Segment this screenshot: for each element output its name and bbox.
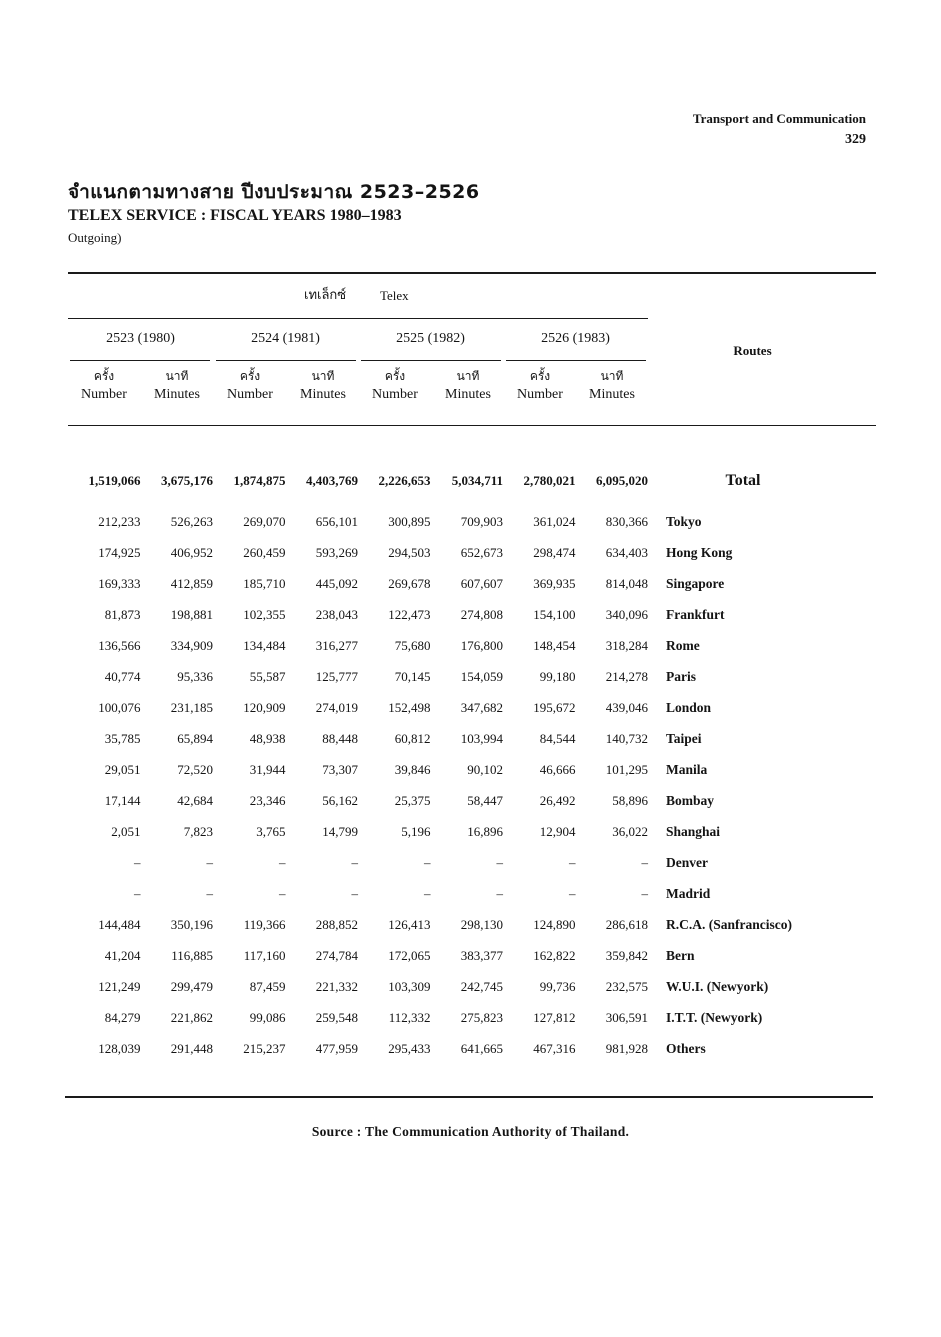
table-cell: – bbox=[641, 885, 648, 901]
table-cell: 40,774 bbox=[104, 668, 141, 684]
table-cell: – bbox=[496, 854, 503, 870]
table-cell: 369,935 bbox=[533, 575, 576, 591]
table-cell: 318,284 bbox=[605, 637, 648, 653]
table-cell: 185,710 bbox=[243, 575, 286, 591]
table-row bbox=[68, 506, 838, 537]
table-cell: 445,092 bbox=[315, 575, 358, 591]
column-header bbox=[214, 368, 286, 406]
table-cell: 361,024 bbox=[533, 513, 576, 529]
table-cell: 340,096 bbox=[605, 606, 648, 622]
table-cell: 58,447 bbox=[467, 792, 503, 808]
route-name: Taipei bbox=[666, 730, 702, 746]
table-cell: 269,070 bbox=[243, 513, 286, 529]
year-header-1983: 2526 (1983) bbox=[541, 331, 610, 346]
year-underline-1982 bbox=[361, 360, 501, 361]
table-cell: 814,048 bbox=[605, 575, 648, 591]
table-cell: – bbox=[279, 885, 286, 901]
table-cell: 215,237 bbox=[243, 1040, 286, 1056]
route-name: Frankfurt bbox=[666, 606, 725, 622]
column-header bbox=[287, 368, 359, 406]
table-cell: 232,575 bbox=[605, 978, 648, 994]
table-row bbox=[68, 661, 838, 692]
table-cell: 5,196 bbox=[401, 823, 431, 839]
table-cell: 274,784 bbox=[315, 947, 358, 963]
column-header-rule bbox=[68, 425, 876, 426]
table-cell: 526,263 bbox=[170, 513, 213, 529]
route-name: Denver bbox=[666, 854, 708, 870]
table-cell: 87,459 bbox=[249, 978, 286, 994]
table-cell: 334,909 bbox=[170, 637, 213, 653]
service-label-thai: เทเล็กซ์ bbox=[304, 288, 347, 303]
column-header-thai: ครั้ง bbox=[384, 369, 406, 383]
table-cell: 981,928 bbox=[605, 1040, 648, 1056]
table-cell: 172,065 bbox=[388, 947, 431, 963]
table-cell: 477,959 bbox=[315, 1040, 358, 1056]
route-name: I.T.T. (Newyork) bbox=[666, 1009, 763, 1025]
table-cell: 84,544 bbox=[539, 730, 576, 746]
table-cell: 295,433 bbox=[388, 1040, 431, 1056]
table-cell: 294,503 bbox=[388, 544, 431, 560]
column-header-thai: นาที bbox=[165, 369, 189, 383]
table-cell: – bbox=[351, 854, 358, 870]
table-cell: 36,022 bbox=[612, 823, 648, 839]
table-cell: 174,925 bbox=[98, 544, 141, 560]
table-cell: 126,413 bbox=[388, 916, 431, 932]
table-cell: 1,519,066 bbox=[88, 473, 141, 488]
table-cell: 2,051 bbox=[111, 823, 141, 839]
table-cell: 55,587 bbox=[249, 668, 286, 684]
route-name: Manila bbox=[666, 761, 708, 777]
table-cell: 259,548 bbox=[315, 1009, 358, 1025]
table-cell: 306,591 bbox=[605, 1009, 648, 1025]
table-cell: 112,332 bbox=[388, 1009, 431, 1025]
table-cell: 195,672 bbox=[533, 699, 576, 715]
route-name: Singapore bbox=[666, 575, 725, 591]
table-cell: 116,885 bbox=[171, 947, 213, 963]
route-name: Others bbox=[666, 1040, 706, 1056]
route-name: Paris bbox=[666, 668, 696, 684]
table-cell: 3,765 bbox=[256, 823, 286, 839]
title-english: TELEX SERVICE : FISCAL YEARS 1980–1983 bbox=[68, 207, 402, 224]
route-name: London bbox=[666, 699, 712, 715]
table-cell: 3,675,176 bbox=[161, 473, 213, 488]
table-row bbox=[68, 847, 838, 878]
column-header bbox=[576, 368, 648, 406]
table-cell: 58,896 bbox=[612, 792, 648, 808]
table-cell: 117,160 bbox=[243, 947, 286, 963]
table-cell: 46,666 bbox=[539, 761, 576, 777]
column-header-thai: ครั้ง bbox=[239, 369, 261, 383]
table-cell: – bbox=[569, 854, 576, 870]
table-cell: – bbox=[569, 885, 576, 901]
table-row bbox=[68, 1002, 838, 1033]
table-cell: 439,046 bbox=[605, 699, 648, 715]
table-cell: 7,823 bbox=[183, 823, 213, 839]
table-cell: – bbox=[424, 854, 431, 870]
table-cell: 169,333 bbox=[98, 575, 141, 591]
table-row bbox=[68, 940, 838, 971]
table-cell: 39,846 bbox=[394, 761, 431, 777]
route-name: Bern bbox=[666, 947, 695, 963]
column-header-english: Minutes bbox=[589, 387, 635, 402]
table-cell: 154,059 bbox=[460, 668, 503, 684]
table-cell: – bbox=[279, 854, 286, 870]
route-name: R.C.A. (Sanfrancisco) bbox=[666, 916, 792, 932]
table-cell: – bbox=[206, 885, 213, 901]
table-cell: 291,448 bbox=[170, 1040, 213, 1056]
table-row bbox=[68, 537, 838, 568]
column-header-thai: ครั้ง bbox=[93, 369, 115, 383]
year-header-1981: 2524 (1981) bbox=[251, 331, 320, 346]
table-row bbox=[68, 599, 838, 630]
table-bottom-rule bbox=[65, 1096, 873, 1098]
running-header: Transport and Communication bbox=[692, 111, 866, 126]
table-cell: 41,204 bbox=[104, 947, 141, 963]
table-cell: 99,180 bbox=[539, 668, 576, 684]
column-header bbox=[141, 368, 213, 406]
column-header-thai: นาที bbox=[456, 369, 480, 383]
column-header-english: Minutes bbox=[300, 387, 346, 402]
table-cell: 23,346 bbox=[249, 792, 286, 808]
column-header-english: Minutes bbox=[154, 387, 200, 402]
table-cell: 198,881 bbox=[170, 606, 213, 622]
table-cell: 316,277 bbox=[315, 637, 358, 653]
table-cell: 65,894 bbox=[177, 730, 213, 746]
table-cell: 17,144 bbox=[104, 792, 141, 808]
route-name: Rome bbox=[666, 637, 700, 653]
table-cell: 593,269 bbox=[315, 544, 358, 560]
table-row bbox=[68, 971, 838, 1002]
table-cell: 214,278 bbox=[605, 668, 648, 684]
route-name: W.U.I. (Newyork) bbox=[666, 978, 769, 994]
table-cell: 56,162 bbox=[322, 792, 358, 808]
table-cell: 656,101 bbox=[315, 513, 358, 529]
table-cell: 176,800 bbox=[460, 637, 503, 653]
subtitle: Outgoing) bbox=[68, 230, 122, 245]
table-cell: 14,799 bbox=[322, 823, 358, 839]
table-cell: 1,874,875 bbox=[233, 473, 286, 488]
table-cell: 124,890 bbox=[533, 916, 576, 932]
table-cell: 154,100 bbox=[533, 606, 576, 622]
table-cell: – bbox=[641, 854, 648, 870]
row-spacer bbox=[68, 496, 838, 506]
table-cell: 830,366 bbox=[605, 513, 648, 529]
route-name: Total bbox=[725, 472, 761, 489]
table-cell: 652,673 bbox=[460, 544, 503, 560]
column-header-thai: นาที bbox=[311, 369, 335, 383]
table-cell: 31,944 bbox=[249, 761, 286, 777]
table-top-rule bbox=[68, 272, 876, 274]
table-cell: 2,226,653 bbox=[378, 473, 431, 488]
table-cell: 212,233 bbox=[98, 513, 141, 529]
route-name: Madrid bbox=[666, 885, 711, 901]
table-cell: 100,076 bbox=[98, 699, 141, 715]
column-header bbox=[432, 368, 504, 406]
table-cell: 72,520 bbox=[177, 761, 213, 777]
table-cell: 136,566 bbox=[98, 637, 141, 653]
route-name: Bombay bbox=[666, 792, 715, 808]
table-cell: – bbox=[134, 854, 141, 870]
column-header-thai: นาที bbox=[600, 369, 624, 383]
table-row bbox=[68, 723, 838, 754]
table-cell: 26,492 bbox=[539, 792, 576, 808]
table-cell: 359,842 bbox=[605, 947, 648, 963]
table-row bbox=[68, 878, 838, 909]
table-cell: 347,682 bbox=[460, 699, 503, 715]
service-label-english: Telex bbox=[380, 288, 409, 303]
routes-header: Routes bbox=[733, 343, 772, 358]
page-number: 329 bbox=[845, 132, 866, 147]
table-cell: 298,474 bbox=[533, 544, 576, 560]
table-cell: 29,051 bbox=[104, 761, 141, 777]
table-cell: 48,938 bbox=[249, 730, 286, 746]
table-cell: 709,903 bbox=[460, 513, 503, 529]
table-cell: 122,473 bbox=[388, 606, 431, 622]
table-cell: 383,377 bbox=[460, 947, 503, 963]
table-cell: 6,095,020 bbox=[596, 473, 648, 488]
table-cell: 99,736 bbox=[539, 978, 576, 994]
table-cell: – bbox=[496, 885, 503, 901]
table-cell: 81,873 bbox=[104, 606, 141, 622]
table-cell: 607,607 bbox=[460, 575, 503, 591]
table-cell: 12,904 bbox=[539, 823, 576, 839]
table-cell: 260,459 bbox=[243, 544, 286, 560]
table-cell: 274,808 bbox=[460, 606, 503, 622]
column-header-english: Number bbox=[227, 387, 273, 402]
table-cell: 103,994 bbox=[460, 730, 503, 746]
table-cell: 84,279 bbox=[104, 1009, 141, 1025]
table-cell: 16,896 bbox=[467, 823, 503, 839]
table-cell: – bbox=[424, 885, 431, 901]
table-cell: 299,479 bbox=[170, 978, 213, 994]
year-group-rule bbox=[68, 318, 648, 319]
table-cell: 641,665 bbox=[460, 1040, 503, 1056]
table-cell: 127,812 bbox=[533, 1009, 576, 1025]
column-header-english: Number bbox=[372, 387, 418, 402]
table-cell: 75,680 bbox=[394, 637, 431, 653]
table-cell: 70,145 bbox=[394, 668, 431, 684]
table-cell: 25,375 bbox=[394, 792, 431, 808]
telex-data-table bbox=[68, 466, 838, 1064]
total-row bbox=[68, 466, 838, 496]
table-cell: 467,316 bbox=[533, 1040, 576, 1056]
column-header bbox=[68, 368, 140, 406]
table-cell: 148,454 bbox=[533, 637, 576, 653]
column-header-thai: ครั้ง bbox=[529, 369, 551, 383]
table-cell: – bbox=[134, 885, 141, 901]
table-cell: 162,822 bbox=[533, 947, 576, 963]
table-cell: 60,812 bbox=[394, 730, 431, 746]
table-row bbox=[68, 909, 838, 940]
column-header bbox=[504, 368, 576, 406]
table-cell: 101,295 bbox=[605, 761, 648, 777]
table-cell: 35,785 bbox=[104, 730, 141, 746]
table-cell: 128,039 bbox=[98, 1040, 141, 1056]
table-body bbox=[68, 466, 838, 1064]
table-cell: 125,777 bbox=[315, 668, 358, 684]
table-cell: 2,780,021 bbox=[523, 473, 576, 488]
table-cell: 73,307 bbox=[322, 761, 358, 777]
table-row bbox=[68, 1033, 838, 1064]
year-header-1982: 2525 (1982) bbox=[396, 331, 465, 346]
table-cell: 288,852 bbox=[315, 916, 358, 932]
table-row bbox=[68, 692, 838, 723]
table-cell: 286,618 bbox=[605, 916, 648, 932]
source-note: Source : The Communication Authority of Thailand. bbox=[311, 1124, 630, 1139]
year-header-1980: 2523 (1980) bbox=[106, 331, 175, 346]
table-row bbox=[68, 816, 838, 847]
table-cell: 42,684 bbox=[177, 792, 213, 808]
table-cell: 119,366 bbox=[243, 916, 286, 932]
table-cell: – bbox=[206, 854, 213, 870]
table-cell: 99,086 bbox=[249, 1009, 286, 1025]
table-cell: 275,823 bbox=[460, 1009, 503, 1025]
table-cell: 90,102 bbox=[467, 761, 503, 777]
table-cell: 144,484 bbox=[98, 916, 141, 932]
table-cell: 406,952 bbox=[170, 544, 213, 560]
table-cell: 140,732 bbox=[605, 730, 648, 746]
table-cell: 634,403 bbox=[605, 544, 648, 560]
table-cell: 221,862 bbox=[170, 1009, 213, 1025]
table-cell: 350,196 bbox=[170, 916, 213, 932]
table-cell: 4,403,769 bbox=[306, 473, 358, 488]
table-cell: 95,336 bbox=[177, 668, 213, 684]
route-name: Hong Kong bbox=[666, 544, 733, 560]
table-cell: 221,332 bbox=[315, 978, 358, 994]
title-thai: จำแนกตามทางสาย ปีงบประมาณ 2523–2526 bbox=[68, 181, 480, 203]
year-underline-1983 bbox=[506, 360, 646, 361]
table-cell: 242,745 bbox=[460, 978, 503, 994]
table-cell: 120,909 bbox=[243, 699, 286, 715]
table-cell: 103,309 bbox=[388, 978, 431, 994]
column-header-english: Number bbox=[517, 387, 563, 402]
table-cell: 269,678 bbox=[388, 575, 431, 591]
table-cell: 298,130 bbox=[460, 916, 503, 932]
table-cell: – bbox=[351, 885, 358, 901]
route-name: Shanghai bbox=[666, 823, 721, 839]
table-row bbox=[68, 568, 838, 599]
table-cell: 121,249 bbox=[98, 978, 141, 994]
table-cell: 152,498 bbox=[388, 699, 431, 715]
column-header-english: Number bbox=[81, 387, 127, 402]
table-cell: 412,859 bbox=[170, 575, 213, 591]
route-name: Tokyo bbox=[666, 513, 702, 529]
table-cell: 238,043 bbox=[315, 606, 358, 622]
table-cell: 88,448 bbox=[322, 730, 358, 746]
year-underline-1980 bbox=[70, 360, 210, 361]
table-cell: 102,355 bbox=[243, 606, 286, 622]
column-header bbox=[359, 368, 431, 406]
table-cell: 5,034,711 bbox=[451, 473, 503, 488]
year-underline-1981 bbox=[216, 360, 356, 361]
table-row bbox=[68, 785, 838, 816]
table-cell: 231,185 bbox=[170, 699, 213, 715]
table-row bbox=[68, 754, 838, 785]
table-cell: 274,019 bbox=[315, 699, 358, 715]
table-row bbox=[68, 630, 838, 661]
table-cell: 300,895 bbox=[388, 513, 431, 529]
column-header-english: Minutes bbox=[445, 387, 491, 402]
table-cell: 134,484 bbox=[243, 637, 286, 653]
